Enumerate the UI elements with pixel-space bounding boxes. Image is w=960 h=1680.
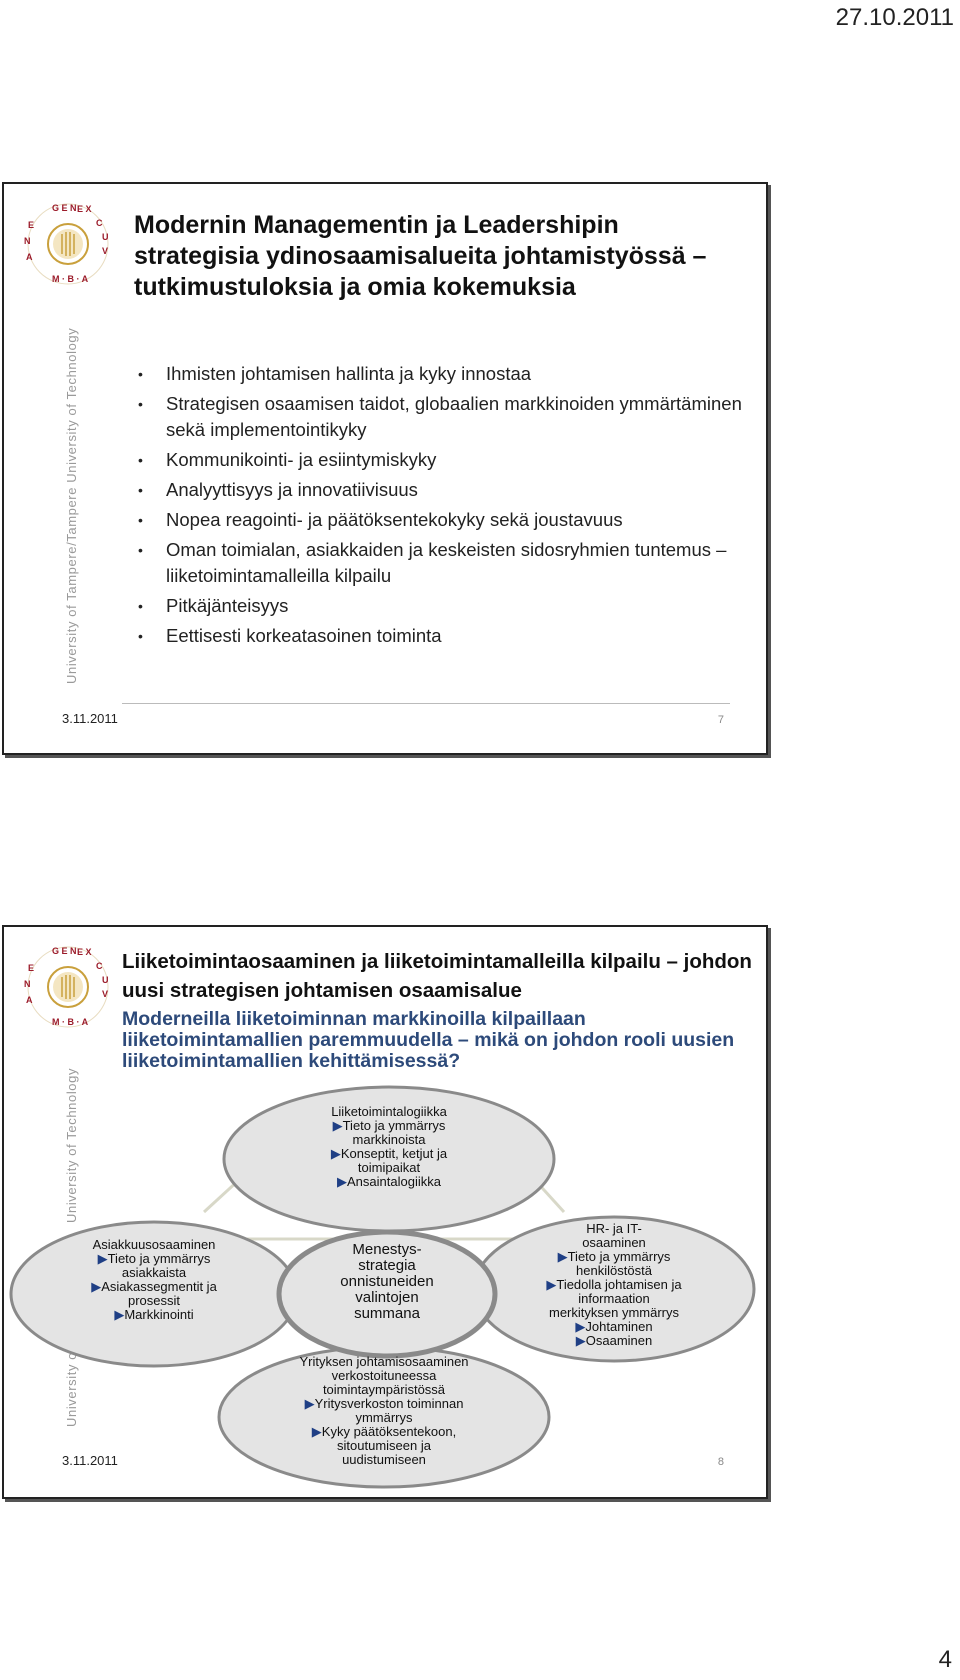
- bullet-item: • Nopea reagointi- ja päätöksentekokyky sekä joustavuus: [134, 507, 754, 533]
- bullet-item: • Ihmisten johtamisen hallinta ja kyky innostaa: [134, 361, 754, 387]
- svg-text:A: A: [26, 995, 33, 1005]
- slide-title: Modernin Managementin ja Leadershipin strategisia ydinosaamisalueita johtamistyössä – tutkimustuloksia ja omia kokemuksia: [134, 211, 707, 301]
- slide-7: [2, 182, 768, 755]
- center-ellipse-text: Menestys- strategia onnistuneiden valintojen summana: [340, 1241, 434, 1322]
- svg-text:U: U: [102, 975, 109, 985]
- bottom-ellipse-text: Yrityksen johtamisosaaminen verkostoituneessa toimintaympäristössä ▶Yritysverkoston toiminnan ymmärrys ▶Kyky päätöksentekoon, sitoutumiseen ja uudistumiseen: [299, 1354, 469, 1467]
- triangle-bullet-icon: ▶: [546, 1277, 557, 1292]
- bullet-item: • Analyyttisyys ja innovatiivisuus: [134, 477, 754, 503]
- bullet-item: • Eettisesti korkeatasoinen toiminta: [134, 623, 754, 649]
- svg-text:M · B · A: M · B · A: [52, 1017, 89, 1027]
- vertical-university-text: University of Technology: [64, 1067, 79, 1223]
- svg-text:N: N: [24, 236, 31, 246]
- footer-date: 3.11.2011: [62, 1453, 118, 1468]
- triangle-bullet-icon: ▶: [97, 1251, 108, 1266]
- svg-text:C: C: [96, 961, 103, 971]
- svg-text:V: V: [102, 246, 109, 256]
- bullet-item: • Pitkäjänteisyys: [134, 593, 754, 619]
- slide-subtitle: Moderneilla liiketoiminnan markkinoilla kilpaillaan liiketoimintamallien paremmuudella – mikä on johdon rooli uusien liiketoimintamallien kehittämisessä?: [122, 1008, 735, 1072]
- svg-text:C: C: [96, 218, 103, 228]
- top-ellipse-text: Liiketoimintalogiikka ▶Tieto ja ymmärrys markkinoista ▶Konseptit, ketjut ja toimipaikat ▶Ansaintalogiikka: [330, 1104, 448, 1189]
- svg-text:G E N: G E N: [52, 203, 77, 213]
- slide-number: 8: [717, 1456, 724, 1468]
- triangle-bullet-icon: ▶: [311, 1424, 322, 1439]
- triangle-bullet-icon: ▶: [91, 1279, 102, 1294]
- svg-text:E X: E X: [77, 204, 92, 214]
- svg-text:E: E: [28, 963, 35, 973]
- triangle-bullet-icon: ▶: [575, 1319, 586, 1334]
- svg-text:N: N: [24, 979, 31, 989]
- footer-date: 3.11.2011: [62, 711, 118, 726]
- svg-text:U: U: [102, 232, 109, 242]
- page-number: 4: [938, 1646, 952, 1673]
- svg-text:G E N: G E N: [52, 946, 77, 956]
- svg-text:V: V: [102, 989, 109, 999]
- svg-text:M · B · A: M · B · A: [52, 274, 89, 284]
- svg-text:E X: E X: [77, 947, 92, 957]
- triangle-bullet-icon: ▶: [330, 1146, 341, 1161]
- bullet-item: • Oman toimialan, asiakkaiden ja keskeisten sidosryhmien tuntemus – liiketoimintamalleilla kilpailu: [134, 537, 754, 589]
- triangle-bullet-icon: ▶: [304, 1396, 315, 1411]
- triangle-bullet-icon: ▶: [337, 1174, 348, 1189]
- triangle-bullet-icon: ▶: [332, 1118, 343, 1133]
- slide-number: 7: [717, 714, 724, 726]
- bullet-list: [134, 361, 754, 653]
- slide-title: Liiketoimintaosaaminen ja liiketoimintamalleilla kilpailu – johdon uusi strategisen johtamisen osaamisalue: [122, 950, 752, 1002]
- svg-text:A: A: [26, 252, 33, 262]
- triangle-bullet-icon: ▶: [575, 1333, 586, 1348]
- left-ellipse-text: Asiakkuusosaaminen ▶Tieto ja ymmärrys asiakkaista ▶Asiakassegmentit ja prosessit ▶Markkinointi: [91, 1237, 217, 1322]
- right-ellipse-text: HR- ja IT- osaaminen ▶Tieto ja ymmärrys henkilöstöstä ▶Tiedolla johtamisen ja informaation merkityksen ymmärrys ▶Johtaminen ▶Osaaminen: [546, 1221, 682, 1348]
- mba-logo-icon: [22, 198, 114, 290]
- footer-divider: [122, 703, 730, 704]
- vertical-university-text-lower: University of: [64, 1347, 79, 1427]
- svg-text:E: E: [28, 220, 35, 230]
- page-date: 27.10.2011: [835, 4, 954, 31]
- triangle-bullet-icon: ▶: [114, 1307, 125, 1322]
- vertical-university-text: University of Tampere/Tampere University of Technology: [64, 327, 79, 684]
- bullet-item: • Strategisen osaamisen taidot, globaalien markkinoiden ymmärtäminen sekä implementointikyky: [134, 391, 754, 443]
- triangle-bullet-icon: ▶: [557, 1249, 568, 1264]
- slide-8: [2, 925, 768, 1499]
- bullet-item: • Kommunikointi- ja esiintymiskyky: [134, 447, 754, 473]
